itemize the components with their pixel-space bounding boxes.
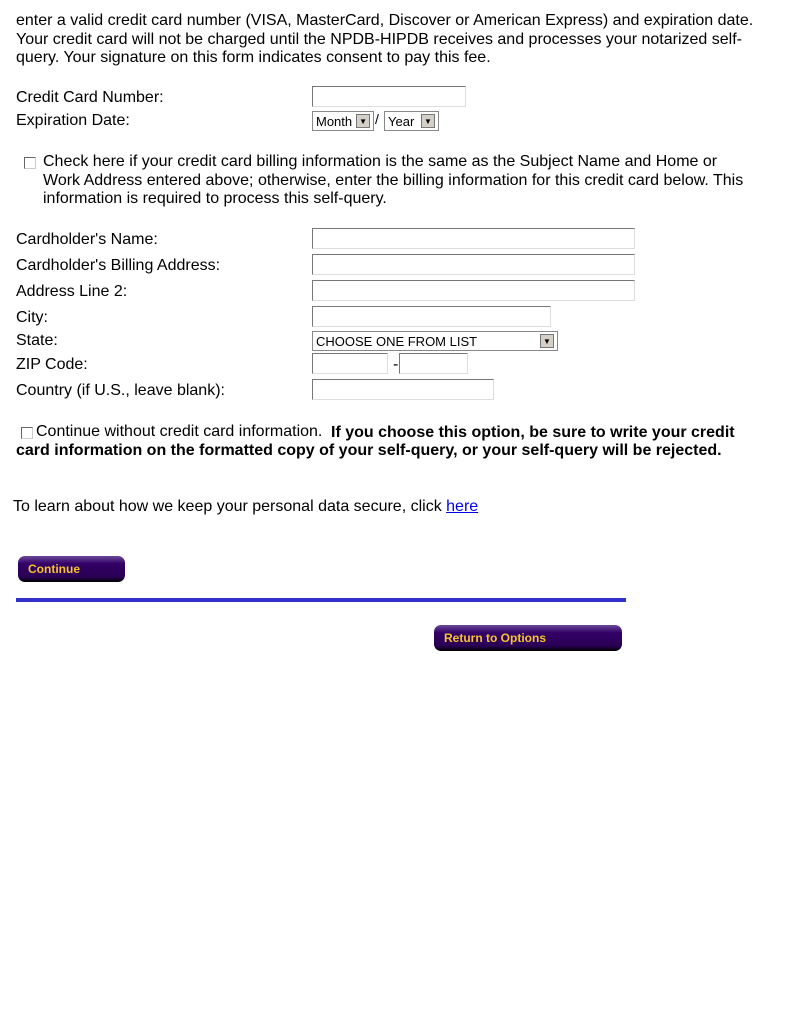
country-input[interactable] [312, 379, 494, 400]
month-value: Month [316, 113, 353, 129]
same-billing-line: Work Address entered above; otherwise, enter the billing information for this credit card below. This [43, 171, 744, 189]
billing-address-label: Cardholder's Billing Address: [16, 257, 221, 274]
city-input[interactable] [312, 306, 551, 327]
address-line-2-label: Address Line 2: [16, 283, 128, 300]
zip-label: ZIP Code: [16, 356, 88, 373]
chevron-down-icon: ▼ [421, 114, 435, 128]
card-number-label: Credit Card Number: [16, 89, 164, 106]
expiry-separator: / [375, 111, 379, 127]
intro-line: query. Your signature on this form indicates consent to pay this fee. [16, 49, 491, 66]
zip-separator: - [393, 356, 399, 373]
chevron-down-icon: ▼ [540, 334, 554, 348]
warning-text: If you choose this option, be sure to write your credit [331, 424, 735, 441]
return-to-options-button[interactable]: Return to Options [434, 625, 622, 651]
zip-extension-input[interactable] [399, 353, 468, 374]
expiry-month-select[interactable] [312, 111, 374, 131]
state-label: State: [16, 332, 58, 349]
state-select[interactable] [312, 331, 558, 351]
intro-text [16, 12, 753, 68]
same-billing-line: information is required to process this self-query. [43, 190, 387, 207]
cardholder-name-input[interactable] [312, 228, 635, 249]
continue-without-card-checkbox[interactable] [21, 427, 33, 439]
state-value: CHOOSE ONE FROM LIST [316, 333, 478, 349]
continue-without-card-label: Continue without credit card information. [36, 423, 323, 440]
expiry-year-select[interactable] [384, 111, 439, 131]
same-billing-checkbox[interactable] [24, 157, 36, 169]
warning-text: card information on the formatted copy of your self-query, or your self-query will be rejected. [16, 442, 722, 459]
chevron-down-icon: ▼ [356, 114, 370, 128]
intro-line: Your credit card will not be charged until the NPDB-HIPDB receives and processes your notarized self- [16, 30, 742, 48]
zip-input[interactable] [312, 353, 388, 374]
card-number-input[interactable] [312, 86, 466, 107]
intro-line: enter a valid credit card number (VISA, MasterCard, Discover or American Express) and expiration date. [16, 12, 754, 29]
same-billing-line: Check here if your credit card billing information is the same as the Subject Name and Home or [43, 153, 718, 170]
city-label: City: [16, 309, 48, 326]
country-label: Country (if U.S., leave blank): [16, 382, 225, 399]
same-billing-text [43, 153, 743, 209]
year-value: Year [388, 113, 415, 129]
billing-address-input[interactable] [312, 254, 635, 275]
security-link[interactable]: here [446, 498, 479, 515]
expiry-label: Expiration Date: [16, 112, 130, 129]
cardholder-name-label: Cardholder's Name: [16, 231, 158, 248]
security-text [13, 498, 478, 516]
divider [16, 598, 626, 602]
continue-button[interactable]: Continue [18, 556, 125, 582]
address-line-2-input[interactable] [312, 280, 635, 301]
security-label: To learn about how we keep your personal data secure, click [13, 498, 447, 515]
